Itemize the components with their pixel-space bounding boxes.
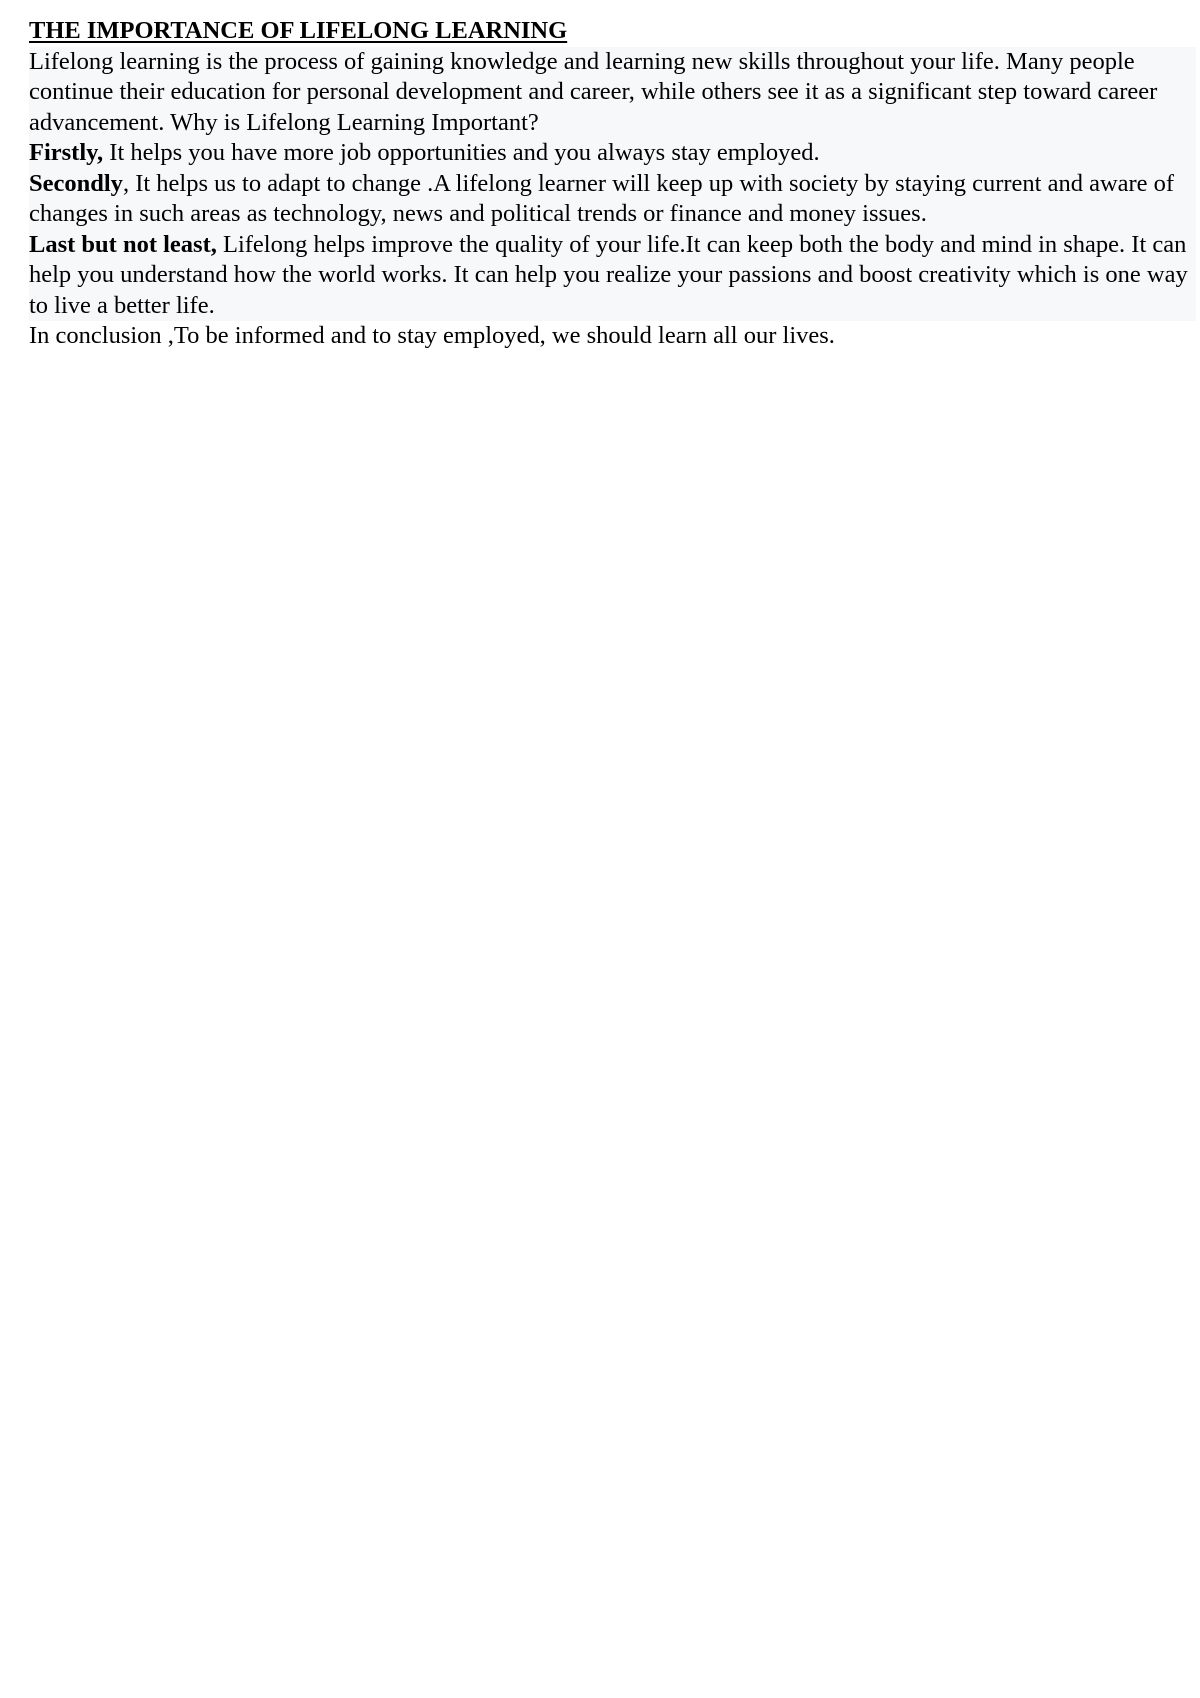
- highlighted-section: [29, 47, 1196, 322]
- document-title: THE IMPORTANCE OF LIFELONG LEARNING: [29, 17, 568, 44]
- secondly-lead: Secondly: [29, 169, 123, 197]
- firstly-text: It helps you have more job opportunities and you always stay employed.: [103, 139, 820, 166]
- last-lead: Last but not least,: [29, 230, 217, 258]
- firstly-paragraph: [29, 138, 1189, 169]
- secondly-text: , It helps us to adapt to change .A lifelong learner will keep up with society by staying current and aware of changes in such areas as technology, news and political trends or finance and money issues.: [29, 169, 1175, 227]
- firstly-lead: Firstly,: [29, 139, 104, 166]
- conclusion-paragraph: In conclusion ,To be informed and to stay employed, we should learn all our lives.: [29, 322, 835, 349]
- document-body: [29, 16, 1189, 352]
- secondly-paragraph: [29, 169, 1189, 230]
- last-text: Lifelong helps improve the quality of your life.It can keep both the body and mind in shape. It can help you understand how the world works. It can help you realize your passions and boost creativity which is one way to live a better life.: [29, 230, 1188, 319]
- intro-paragraph: Lifelong learning is the process of gaining knowledge and learning new skills throughout your life. Many people continue their education for personal development and career, while others see it as a significant step toward career advancement. Why is Lifelong Learning Important?: [29, 47, 1158, 136]
- last-paragraph: [29, 230, 1189, 322]
